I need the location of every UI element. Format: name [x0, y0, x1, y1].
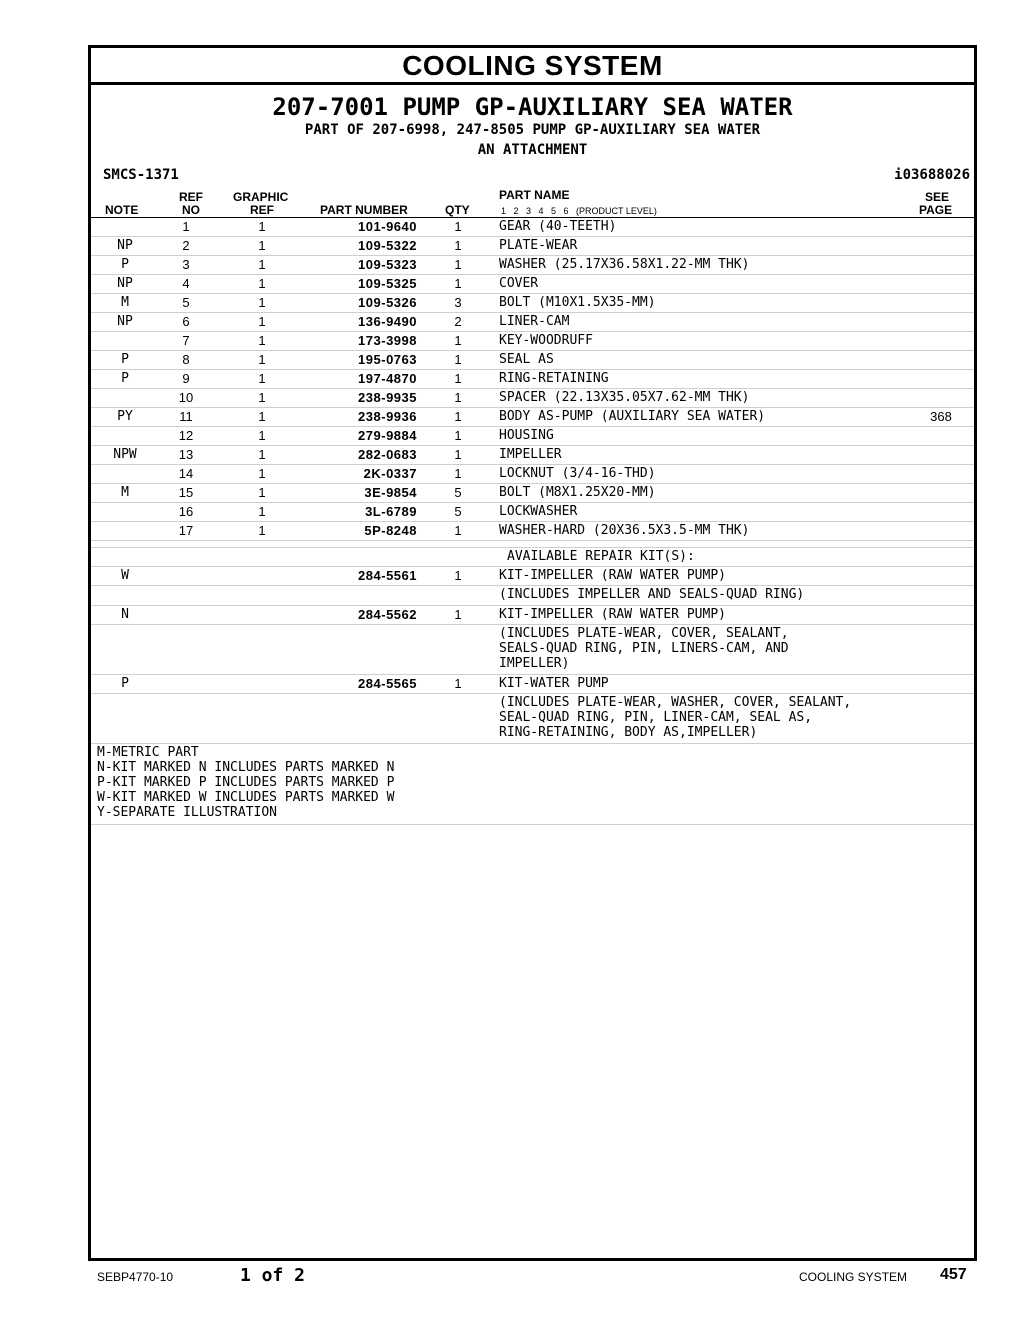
- footer-page-number: 457: [940, 1266, 967, 1283]
- ref-number-cell: 12: [178, 428, 194, 443]
- kit-row: [91, 675, 974, 694]
- part-name-cell: GEAR (40-TEETH): [499, 219, 617, 234]
- page-title: 207-7001 PUMP GP-AUXILIARY SEA WATER: [272, 93, 793, 121]
- part-number-cell: 109-5322: [358, 238, 417, 253]
- kits-list: [91, 567, 974, 744]
- parts-row: [91, 313, 974, 332]
- part-name-cell: LINER-CAM: [499, 314, 570, 329]
- part-name-cell: LOCKWASHER: [499, 504, 578, 519]
- part-name-cell: RING-RETAINING: [499, 371, 609, 386]
- part-number-cell: 238-9935: [358, 390, 417, 405]
- qty-cell: 1: [454, 352, 462, 367]
- graphic-ref-cell: 1: [258, 238, 266, 253]
- parts-row: [91, 389, 974, 408]
- part-name-cell: WASHER (25.17X36.58X1.22-MM THK): [499, 257, 750, 272]
- part-number-cell: 279-9884: [358, 428, 417, 443]
- graphic-ref-cell: 1: [258, 447, 266, 462]
- parts-row: [91, 237, 974, 256]
- ref-number-cell: 13: [178, 447, 194, 462]
- header-qty: QTY: [445, 203, 470, 217]
- note-cell: NP: [117, 238, 133, 253]
- ref-number-cell: 16: [178, 504, 194, 519]
- qty-cell: 5: [454, 504, 462, 519]
- ref-number-cell: 15: [178, 485, 194, 500]
- ref-number-cell: 3: [182, 257, 190, 272]
- part-number-cell: 173-3998: [358, 333, 417, 348]
- parts-row: [91, 370, 974, 389]
- ref-number-cell: 7: [182, 333, 190, 348]
- note-cell: NP: [117, 314, 133, 329]
- parts-row: [91, 294, 974, 313]
- ref-number-cell: 9: [182, 371, 190, 386]
- note-cell: P: [121, 676, 129, 691]
- qty-cell: 1: [454, 238, 462, 253]
- note-cell: M: [121, 295, 129, 310]
- qty-cell: 1: [454, 676, 462, 691]
- parts-row: [91, 446, 974, 465]
- qty-cell: 1: [454, 257, 462, 272]
- note-cell: NP: [117, 276, 133, 291]
- graphic-ref-cell: 1: [258, 390, 266, 405]
- part-number-cell: 109-5325: [358, 276, 417, 291]
- header-graphic-bottom: REF: [250, 203, 274, 217]
- footer-page-of: 1 of 2: [240, 1265, 306, 1286]
- kit-description: (INCLUDES PLATE-WEAR, WASHER, COVER, SEALANT, SEAL-QUAD RING, PIN, LINER-CAM, SEAL AS, RING-RETAINING, BODY AS,IMPELLER): [499, 695, 852, 740]
- illustration-id: i03688026: [894, 167, 970, 183]
- part-name-cell: HOUSING: [499, 428, 554, 443]
- parts-row: [91, 408, 974, 427]
- header-see-bottom: PAGE: [919, 203, 953, 217]
- header-graphic-top: GRAPHIC: [233, 190, 289, 204]
- graphic-ref-cell: 1: [258, 333, 266, 348]
- note-cell: N: [121, 607, 129, 622]
- header-part-name: PART NAME: [499, 188, 570, 202]
- graphic-ref-cell: 1: [258, 371, 266, 386]
- part-number-cell: 238-9936: [358, 409, 417, 424]
- graphic-ref-cell: 1: [258, 504, 266, 519]
- part-number-cell: 109-5326: [358, 295, 417, 310]
- graphic-ref-cell: 1: [258, 276, 266, 291]
- notes-legend: M-METRIC PART N-KIT MARKED N INCLUDES PARTS MARKED N P-KIT MARKED P INCLUDES PARTS MARKED P W-KIT MARKED W INCLUDES PARTS MARKED W Y-SEPARATE ILLUSTRATION: [91, 744, 974, 825]
- qty-cell: 5: [454, 485, 462, 500]
- footer-doc-id: SEBP4770-10: [97, 1270, 174, 1284]
- part-number-cell: 284-5565: [358, 676, 417, 691]
- note-cell: M: [121, 485, 129, 500]
- note-cell: P: [121, 257, 129, 272]
- qty-cell: 1: [454, 466, 462, 481]
- part-name-cell: BOLT (M8X1.25X20-MM): [499, 485, 656, 500]
- part-number-cell: 2K-0337: [363, 466, 417, 481]
- graphic-ref-cell: 1: [258, 295, 266, 310]
- header-product-levels: 1 2 3 4 5 6 (PRODUCT LEVEL): [501, 206, 657, 216]
- parts-row: [91, 332, 974, 351]
- part-number-cell: 195-0763: [358, 352, 417, 367]
- part-name-cell: WASHER-HARD (20X36.5X3.5-MM THK): [499, 523, 750, 538]
- graphic-ref-cell: 1: [258, 352, 266, 367]
- page-frame: [88, 45, 977, 1261]
- graphic-ref-cell: 1: [258, 428, 266, 443]
- graphic-ref-cell: 1: [258, 257, 266, 272]
- qty-cell: 1: [454, 371, 462, 386]
- parts-row: [91, 218, 974, 237]
- graphic-ref-cell: 1: [258, 523, 266, 538]
- parts-row: [91, 484, 974, 503]
- kit-description-row: [91, 694, 974, 744]
- kit-description-row: [91, 625, 974, 675]
- qty-cell: 2: [454, 314, 462, 329]
- part-number-cell: 284-5562: [358, 607, 417, 622]
- part-name-cell: KIT-WATER PUMP: [499, 676, 609, 691]
- kit-description-row: [91, 586, 974, 606]
- qty-cell: 1: [454, 523, 462, 538]
- kit-description: (INCLUDES IMPELLER AND SEALS-QUAD RING): [499, 587, 805, 602]
- graphic-ref-cell: 1: [258, 466, 266, 481]
- kit-row: [91, 567, 974, 586]
- part-name-cell: KEY-WOODRUFF: [499, 333, 593, 348]
- ref-number-cell: 5: [182, 295, 190, 310]
- kit-row: [91, 606, 974, 625]
- parts-list: [91, 218, 974, 541]
- header-part-number: PART NUMBER: [320, 203, 408, 217]
- ref-number-cell: 6: [182, 314, 190, 329]
- parts-row: [91, 256, 974, 275]
- qty-cell: 1: [454, 276, 462, 291]
- parts-row: [91, 522, 974, 541]
- section-title: COOLING SYSTEM: [91, 48, 974, 85]
- ref-number-cell: 17: [178, 523, 194, 538]
- part-name-cell: IMPELLER: [499, 447, 562, 462]
- part-number-cell: 197-4870: [358, 371, 417, 386]
- graphic-ref-cell: 1: [258, 314, 266, 329]
- ref-number-cell: 14: [178, 466, 194, 481]
- qty-cell: 1: [454, 428, 462, 443]
- ref-number-cell: 1: [182, 219, 190, 234]
- qty-cell: 1: [454, 607, 462, 622]
- graphic-ref-cell: 1: [258, 219, 266, 234]
- part-number-cell: 3E-9854: [364, 485, 417, 500]
- footer-section: COOLING SYSTEM: [799, 1270, 908, 1284]
- qty-cell: 3: [454, 295, 462, 310]
- ref-number-cell: 4: [182, 276, 190, 291]
- part-number-cell: 136-9490: [358, 314, 417, 329]
- parts-row: [91, 427, 974, 446]
- smcs-code: SMCS-1371: [103, 167, 179, 183]
- part-name-cell: SEAL AS: [499, 352, 554, 367]
- spacer-row: [91, 541, 974, 548]
- part-name-cell: PLATE-WEAR: [499, 238, 578, 253]
- repair-kits-heading: AVAILABLE REPAIR KIT(S):: [91, 548, 974, 567]
- part-name-cell: KIT-IMPELLER (RAW WATER PUMP): [499, 607, 726, 622]
- subtitle-line-2: AN ATTACHMENT: [477, 142, 588, 158]
- part-number-cell: 282-0683: [358, 447, 417, 462]
- header-note: NOTE: [105, 203, 139, 217]
- part-name-cell: KIT-IMPELLER (RAW WATER PUMP): [499, 568, 726, 583]
- parts-row: [91, 275, 974, 294]
- note-cell: P: [121, 371, 129, 386]
- subtitle-line-1: PART OF 207-6998, 247-8505 PUMP GP-AUXILIARY SEA WATER: [304, 122, 761, 138]
- part-name-cell: BODY AS-PUMP (AUXILIARY SEA WATER): [499, 409, 766, 424]
- qty-cell: 1: [454, 568, 462, 583]
- part-number-cell: 3L-6789: [365, 504, 417, 519]
- ref-number-cell: 8: [182, 352, 190, 367]
- qty-cell: 1: [454, 333, 462, 348]
- part-name-cell: COVER: [499, 276, 539, 291]
- parts-row: [91, 351, 974, 370]
- header-see-top: SEE: [925, 190, 950, 204]
- parts-row: [91, 503, 974, 522]
- graphic-ref-cell: 1: [258, 485, 266, 500]
- part-name-cell: LOCKNUT (3/4-16-THD): [499, 466, 656, 481]
- kit-description: (INCLUDES PLATE-WEAR, COVER, SEALANT, SEALS-QUAD RING, PIN, LINERS-CAM, AND IMPELLER): [499, 626, 789, 671]
- qty-cell: 1: [454, 409, 462, 424]
- header-ref-bottom: NO: [182, 203, 200, 217]
- part-number-cell: 284-5561: [358, 568, 417, 583]
- header-ref-top: REF: [179, 190, 203, 204]
- qty-cell: 1: [454, 390, 462, 405]
- parts-row: [91, 465, 974, 484]
- see-page-cell: 368: [930, 409, 952, 424]
- ref-number-cell: 2: [182, 238, 190, 253]
- part-name-cell: BOLT (M10X1.5X35-MM): [499, 295, 656, 310]
- part-name-cell: SPACER (22.13X35.05X7.62-MM THK): [499, 390, 750, 405]
- note-cell: NPW: [113, 447, 137, 462]
- smcs-bar: [91, 165, 974, 187]
- page-footer: [0, 1265, 1020, 1289]
- ref-number-cell: 11: [179, 409, 193, 424]
- note-cell: W: [121, 568, 129, 583]
- graphic-ref-cell: 1: [258, 409, 266, 424]
- part-number-cell: 109-5323: [358, 257, 417, 272]
- ref-number-cell: 10: [178, 390, 194, 405]
- note-cell: P: [121, 352, 129, 367]
- qty-cell: 1: [454, 219, 462, 234]
- part-number-cell: 5P-8248: [364, 523, 417, 538]
- note-cell: PY: [117, 409, 133, 424]
- table-header: [91, 187, 974, 218]
- part-number-cell: 101-9640: [358, 219, 417, 234]
- qty-cell: 1: [454, 447, 462, 462]
